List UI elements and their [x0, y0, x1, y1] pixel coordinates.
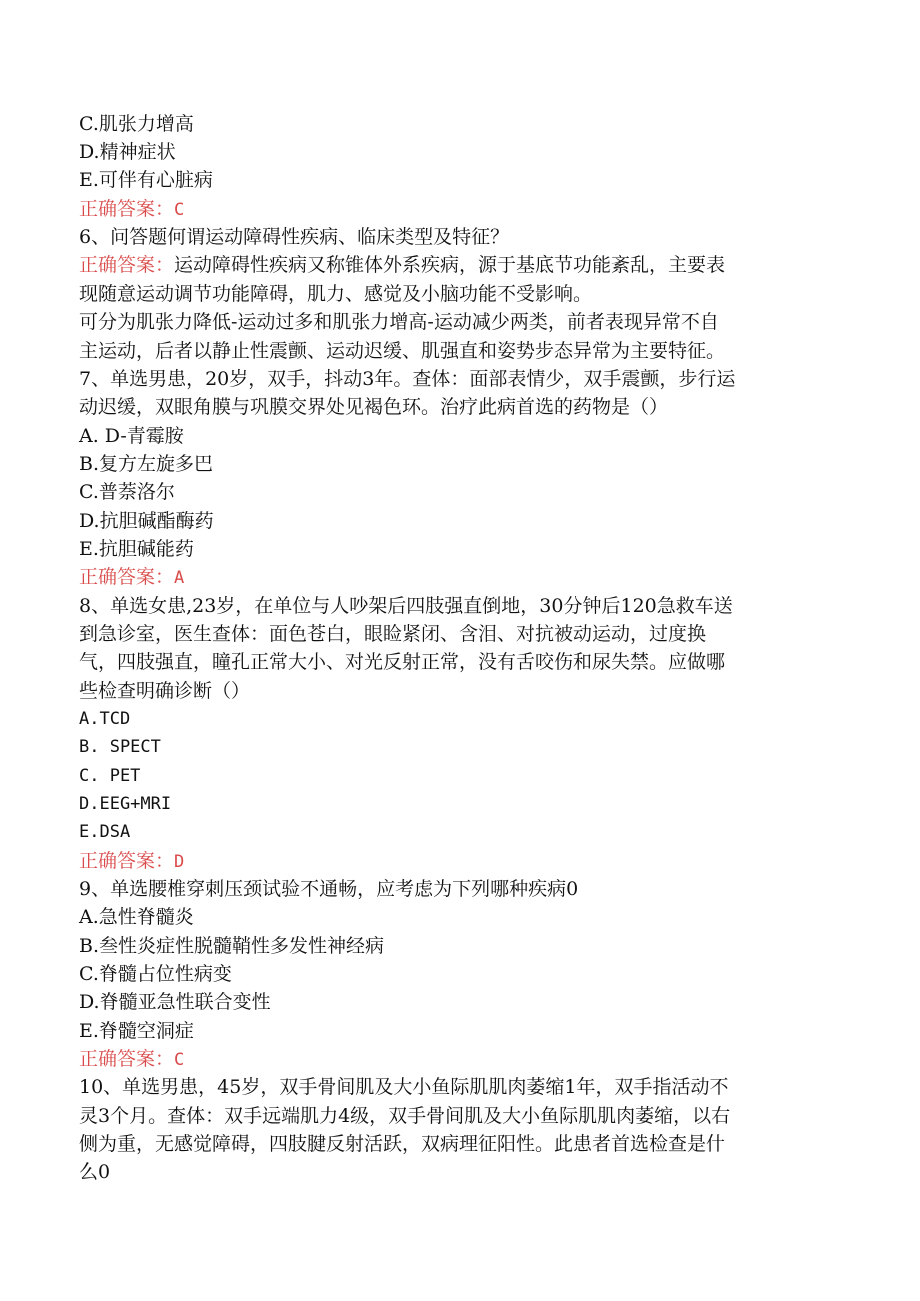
option-c: C.肌张力增高	[79, 113, 194, 135]
question-10-cont: 么0	[79, 1161, 111, 1183]
option-d: D.脊髓亚急性联合变性	[79, 991, 271, 1013]
answer-value: C	[174, 200, 185, 220]
answer-value: C	[174, 1050, 185, 1070]
question-10: 10、单选男患，45岁，双手骨间肌及大小鱼际肌肌肉萎缩1年，双手指活动不	[79, 1076, 729, 1098]
option-d: D.EEG+MRI	[79, 794, 172, 814]
option-a: A. D-青霉胺	[79, 425, 184, 447]
answer-line	[79, 251, 725, 279]
option-d: D.精神症状	[79, 141, 176, 163]
option-b: B. SPECT	[79, 737, 161, 757]
option-d: D.抗胆碱酯酶药	[79, 510, 214, 532]
option-c: C. PET	[79, 766, 141, 786]
question-8: 8、单选女患,23岁，在单位与人吵架后四肢强直倒地，30分钟后120急救车送	[79, 595, 733, 617]
answer-label: 正确答案：	[79, 1048, 175, 1070]
option-b: B.复方左旋多巴	[79, 453, 214, 475]
question-8-cont: 到急诊室，医生查体：面色苍白，眼睑紧闭、含泪、对抗被动运动，过度换	[79, 623, 707, 645]
question-7-cont: 动迟缓，双眼角膜与巩膜交界处见褐色环。治疗此病首选的药物是（）	[79, 396, 669, 418]
option-e: E.DSA	[79, 822, 131, 842]
answer-value: D	[174, 852, 185, 872]
option-e: E.脊髓空洞症	[79, 1020, 194, 1042]
answer-value: A	[174, 568, 185, 588]
option-c: C.普萘洛尔	[79, 481, 175, 503]
answer-line	[79, 563, 184, 592]
option-c: C.脊髓占位性病变	[79, 963, 232, 985]
question-9: 9、单选腰椎穿刺压颈试验不通畅，应考虑为下列哪种疾病0	[79, 878, 579, 900]
answer-line	[79, 1045, 184, 1074]
question-10-cont: 侧为重，无感觉障碍，四肢腱反射活跃，双病理征阳性。此患者首选检查是什	[79, 1133, 726, 1155]
question-10-cont: 灵3个月。查体：双手远端肌力4级，双手骨间肌及大小鱼际肌肌肉萎缩，以右	[79, 1105, 731, 1127]
answer-line	[79, 195, 184, 224]
answer-line	[79, 847, 184, 876]
answer-text: 运动障碍性疾病又称锥体外系疾病，源于基底节功能紊乱，主要表	[174, 254, 726, 276]
answer-label: 正确答案：	[79, 566, 175, 588]
option-e: E.抗胆碱能药	[79, 538, 194, 560]
option-b: B.叁性炎症性脱髓鞘性多发性神经病	[79, 935, 385, 957]
option-a: A.急性脊髓炎	[79, 906, 194, 928]
answer-label: 正确答案：	[79, 850, 175, 872]
question-6: 6、问答题何谓运动障碍性疾病、临床类型及特征？	[79, 226, 510, 248]
question-8-cont: 气，四肢强直，瞳孔正常大小、对光反射正常，没有舌咬伤和尿失禁。应做哪	[79, 651, 726, 673]
answer-label: 正确答案：	[79, 254, 175, 276]
answer-text-line: 现随意运动调节功能障碍，肌力、感觉及小脑功能不受影响。	[79, 283, 593, 305]
option-e: E.可伴有心脏病	[79, 169, 213, 191]
question-8-cont: 些检查明确诊断（）	[79, 680, 251, 702]
answer-text-line: 可分为肌张力降低-运动过多和肌张力增高-运动减少两类，前者表现异常不自	[79, 311, 719, 333]
answer-label: 正确答案：	[79, 198, 175, 220]
question-7: 7、单选男患，20岁，双手，抖动3年。查体：面部表情少，双手震颤，步行运	[79, 368, 736, 390]
option-a: A.TCD	[79, 709, 131, 729]
answer-text-line: 主运动，后者以静止性震颤、运动迟缓、肌强直和姿势步态异常为主要特征。	[79, 340, 726, 362]
